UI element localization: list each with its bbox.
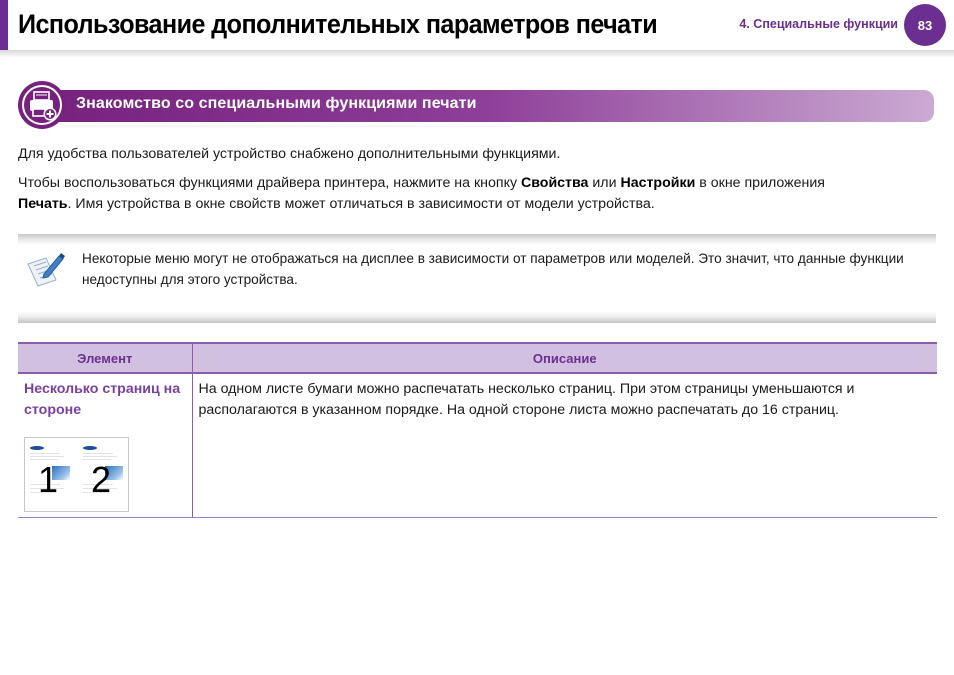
- page-number: 83: [917, 17, 933, 33]
- item-name: Несколько страниц на стороне: [24, 381, 181, 418]
- table-cell-item: [18, 373, 192, 518]
- printer-plus-icon: [18, 81, 66, 129]
- page-thumbnail-2: [81, 444, 123, 506]
- header-divider: [0, 50, 954, 58]
- page-number-badge: [904, 4, 946, 46]
- page-thumbnail-1: [28, 444, 70, 506]
- features-table: [18, 342, 937, 518]
- table-cell-description: На одном листе бумаги можно распечатать несколько страниц. При этом страницы уменьшаются и располагаются в указанном порядке. На одной стороне листа можно распечатать до 16 страниц.: [192, 373, 937, 518]
- intro-paragraph: Для удобства пользователей устройство снабжено дополнительными функциями.: [18, 146, 561, 162]
- print-window-label: Печать: [18, 196, 68, 212]
- properties-button-label: Свойства: [521, 175, 589, 191]
- table-header-row: [18, 343, 937, 373]
- column-header-element: Элемент: [18, 343, 192, 373]
- instructions-paragraph: Чтобы воспользоваться функциями драйвера принтера, нажмите на кнопку Свойства или Настройки в окне приложения Печать. Имя устройства в окне свойств может отличаться в зависимости от модели устройства.: [18, 175, 825, 212]
- note-top-divider: [18, 234, 936, 245]
- note-text: Некоторые меню могут не отображаться на дисплее в зависимости от параметров или моделей. Это значит, что данные функции недоступны для этого устройства.: [82, 251, 904, 287]
- header-accent-bar: [0, 0, 8, 52]
- page-number-1: 1: [38, 459, 59, 500]
- table-row: [18, 373, 937, 518]
- section-title: Знакомство со специальными функциями печати: [76, 95, 477, 112]
- multi-page-illustration: [24, 437, 129, 512]
- chapter-label: 4. Специальные функции: [739, 17, 898, 31]
- preferences-button-label: Настройки: [620, 175, 696, 191]
- page-number-2: 2: [91, 459, 112, 500]
- column-header-description: Описание: [192, 343, 937, 373]
- page-title: Использование дополнительных параметров печати: [18, 9, 658, 39]
- note-pencil-icon: [26, 250, 66, 288]
- note-bottom-divider: [18, 311, 936, 323]
